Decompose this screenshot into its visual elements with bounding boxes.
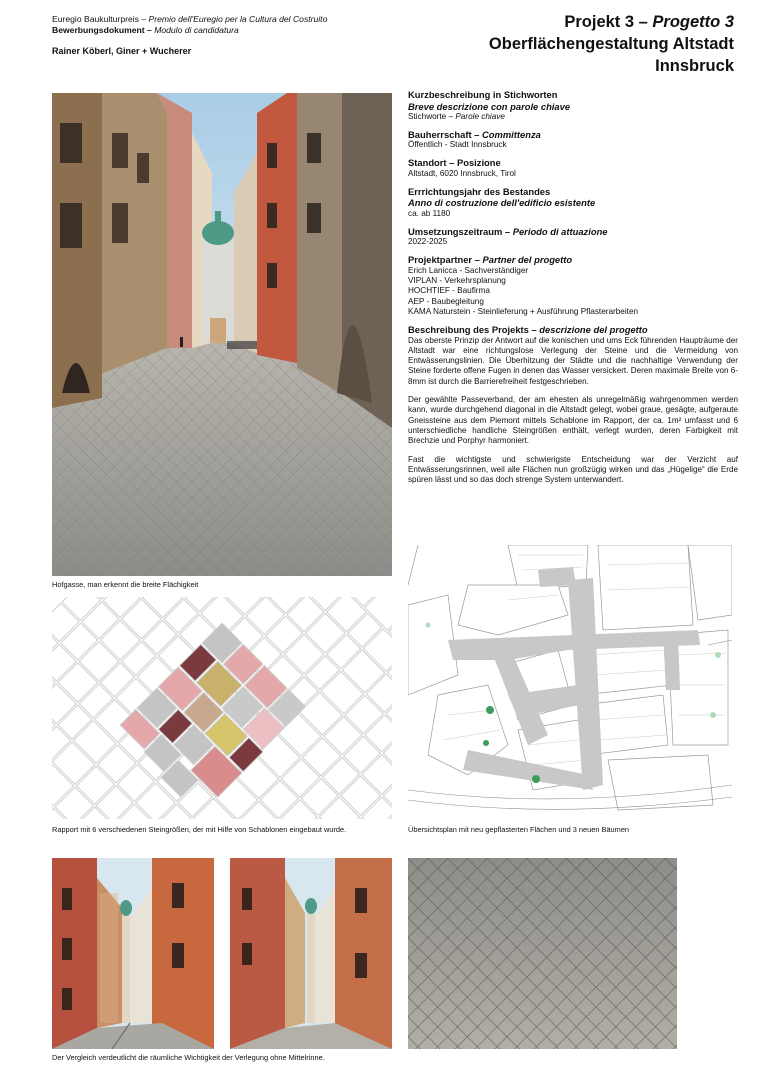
kurz-label-de: Kurzbeschreibung in Stichworten <box>408 89 558 100</box>
desc-label-it: descrizione del progetto <box>539 324 648 336</box>
desc-label <box>408 324 738 336</box>
bauherr-label-de: Bauherrschaft – <box>408 128 482 140</box>
info-kurzbeschreibung <box>408 89 738 122</box>
partner-label <box>408 254 738 266</box>
standort-label: Standort – Posizione <box>408 157 501 169</box>
pattern-diagram <box>52 597 392 819</box>
kurz-value-it: Parole chiave <box>455 112 505 121</box>
caption-comparison: Der Vergleich verdeutlicht die räumliche Wichtigkeit der Verlegung ohne Mittelrinne. <box>52 1053 325 1062</box>
photo-comparison-before <box>52 858 214 1049</box>
jahr-label-it: Anno di costruzione dell'edificio esistente <box>408 197 596 209</box>
project-number-de: Projekt 3 – <box>564 13 653 31</box>
kurz-value-de: Stichworte – <box>408 112 456 121</box>
caption-map: Übersichtsplan mit neu gepflasterten Flächen und 3 neuen Bäumen <box>408 825 630 834</box>
desc-paragraph: Fast die wichtigste und schwierigste Entscheidung war der Verzicht auf Entwässerungsrinnen, weil alle Flächen nun großzügig wirken und das „Hügelige“ die Erde spüren lässt und so das doch strenge System unterwandert. <box>408 454 738 485</box>
kurz-value <box>408 112 738 122</box>
desc-paragraph: Der gewählte Passeverband, der am ehesten als unregelmäßig wahrgenommen werden kann, wurde durchgehend diagonal in die Altstadt gelegt, wobei graue, gesägte, aufgeraute Gneissteine aus dem Piemont mittels Schablone im Rapport, der ca. 1m² umfasst und 6 unterschiedliche handliche Steingrößen enthält, verlegt wurden, deren Farbigkeit mit Brechzie und Porphyr harmoniert. <box>408 395 738 446</box>
header-line1 <box>52 14 327 26</box>
authors: Rainer Köberl, Giner + Wucherer <box>52 46 192 56</box>
project-title-line1: Oberflächengestaltung Altstadt <box>488 35 734 53</box>
partner-item: AEP - Baubegleitung <box>408 296 484 306</box>
header-prize-de: Euregio Baukulturpreis – <box>52 14 149 24</box>
bauherr-label <box>408 129 738 141</box>
header-doc-de: Bewerbungsdokument – <box>52 25 155 35</box>
jahr-value: ca. ab 1180 <box>408 208 451 218</box>
partner-label-de: Projektpartner – <box>408 254 483 266</box>
standort-value: Altstadt, 6020 Innsbruck, Tirol <box>408 168 516 178</box>
project-info <box>408 89 738 493</box>
partner-item: KAMA Naturstein - Steinlieferung + Ausführung Pflasterarbeiten <box>408 307 639 317</box>
caption-photo-hofgasse: Hofgasse, man erkennt die breite Flächigkeit <box>52 580 199 589</box>
info-beschreibung <box>408 324 738 485</box>
zeit-label-it: Periodo di attuazione <box>512 225 608 237</box>
partner-item: Erich Lanicca - Sachverständiger <box>408 265 529 275</box>
tree <box>532 775 540 783</box>
header-line2 <box>52 25 239 37</box>
partner-item: HOCHTIEF - Baufirma <box>408 286 490 296</box>
header-doc-it: Modulo di candidatura <box>154 25 239 35</box>
bauherr-label-it: Committenza <box>481 128 541 140</box>
header-prize-it: Premio dell'Euregio per la Cultura del Costruito <box>148 14 328 24</box>
info-standort <box>408 157 738 179</box>
bauherr-value: Öffentlich - Stadt Innsbruck <box>408 140 507 150</box>
desc-paragraph: Das oberste Prinzip der Antwort auf die konischen und ums Eck führenden Haupträume der Altstadt war eine richtungslose Verlegung der Steine und die Vermeidung von Entwässerungslinien. Die Überhitzung der Städte und die nachhaltige Verwendung der Steine forderte offene Fugen in denen das Wasser versickert. Deren maximale Breite von 6-8mm ist durch die Barrierefreiheit festgeschrieben. <box>408 335 738 386</box>
info-umsetzungszeitraum <box>408 226 738 248</box>
zeit-value: 2022-2025 <box>408 237 448 247</box>
zeit-label-de: Umsetzungszeitraum – <box>408 225 513 237</box>
jahr-label-de: Errrichtungsjahr des Bestandes <box>408 185 551 197</box>
zeit-label <box>408 226 738 238</box>
photo-paving-closeup <box>408 858 677 1049</box>
desc-label-de: Beschreibung des Projekts – <box>408 324 540 336</box>
site-plan-map <box>408 545 732 822</box>
photo-hofgasse <box>52 93 392 576</box>
info-errichtungsjahr <box>408 186 738 219</box>
project-number <box>564 12 734 32</box>
photo-comparison-after <box>230 858 392 1049</box>
info-projektpartner <box>408 254 738 318</box>
info-bauherrschaft <box>408 129 738 151</box>
partner-label-it: Partner del progetto <box>482 254 573 266</box>
project-title-line2: Innsbruck <box>655 57 734 75</box>
tree <box>486 706 494 714</box>
partner-item: VIPLAN - Verkehrsplanung <box>408 275 506 285</box>
project-number-it: Progetto 3 <box>652 13 734 31</box>
kurz-label-it: Breve descrizione con parole chiave <box>408 100 571 112</box>
tree <box>483 740 489 746</box>
caption-pattern: Rapport mit 6 verschiedenen Steingrößen, der mit Hilfe von Schablonen eingebaut wurde. <box>52 825 347 834</box>
